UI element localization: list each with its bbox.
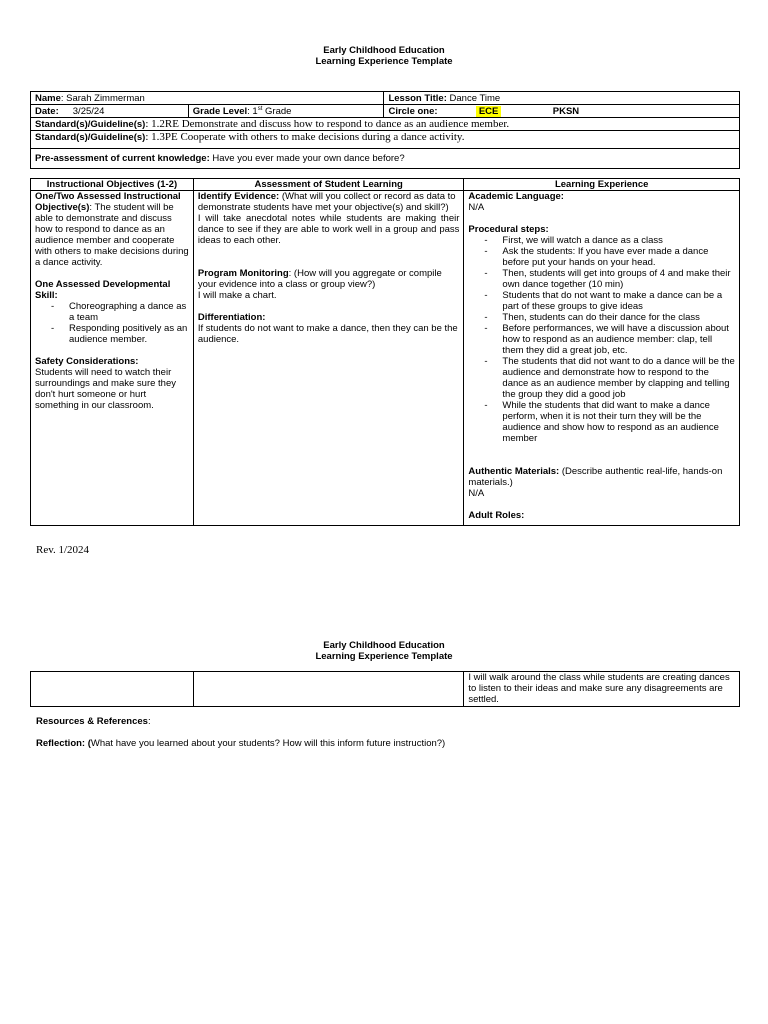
list-item: - Before performances, we will have a discussion about how to respond as an audience member: clap, tell them they did a great job, etc. (468, 323, 735, 356)
standard-2-label: Standard(s)/Guideline(s) (35, 132, 146, 143)
document-title-page-2 (0, 640, 768, 662)
lesson-body-table (30, 178, 740, 526)
developmental-skill-list (35, 301, 189, 345)
standard-2-cell (31, 131, 740, 149)
adult-roles-label: Adult Roles: (468, 510, 525, 521)
grade-level-value-2: Grade (262, 106, 292, 117)
procedural-steps-label: Procedural steps: (468, 224, 549, 235)
objectives-column-header: Instructional Objectives (1-2) (31, 179, 194, 191)
program-monitoring-question: : (How will you aggregate or compile your evidence into a class or group view?) (197, 268, 442, 290)
program-monitoring-label: Program Monitoring (197, 268, 289, 279)
authentic-materials-label: Authentic Materials: (468, 466, 560, 477)
reflection (36, 738, 445, 749)
list-item: - The students that did not want to do a dance will be the audience and demonstrate how to respond to the dance as an audience member by clapping and telling the group they did a good job (468, 356, 735, 400)
identify-evidence-label: Identify Evidence: (197, 191, 280, 202)
standard-2-value: : 1.3PE Cooperate with others to make decisions during a dance activity. (145, 131, 465, 143)
identify-evidence-answer: I will take anecdotal notes while students are making their dance to see if they are able to work well in a group and pass ideas to each other. (197, 213, 460, 246)
assessment-column-header: Assessment of Student Learning (193, 179, 464, 191)
circle-one-label: Circle one: (384, 105, 472, 118)
list-item: - While the students that did want to make a dance perform, when it is not their turn they will be the audience and show how to respond as an audience member (468, 400, 735, 444)
continuation-assessment-cell (193, 672, 464, 707)
objectives-label: One/Two Assessed Instructional Objective(s) (35, 191, 181, 213)
experience-cell (464, 191, 740, 526)
standard-1-value: : 1.2RE Demonstrate and discuss how to respond to dance as an audience member. (145, 118, 510, 130)
objectives-text: : The student will be able to demonstrate and discuss how to respond to dance as an audience member and cooperate with others to make decisions during a dance activity. (35, 202, 189, 268)
reflection-label: Reflection: ( (36, 738, 91, 749)
resources-colon: : (147, 716, 151, 727)
authentic-materials-question: (Describe authentic real-life, hands-on materials.) (468, 466, 723, 488)
list-item: - Students that do not want to make a dance can be a part of these groups to give ideas (468, 290, 735, 312)
lesson-title-label: Lesson Title: (388, 93, 447, 104)
title-line-2: Learning Experience Template (315, 56, 453, 67)
adult-roles-text: I will walk around the class while students are creating dances to listen to their ideas and make sure any disagreements are settled. (464, 672, 740, 707)
safety-label: Safety Considerations: (35, 356, 139, 367)
identify-evidence-paragraph (198, 191, 460, 213)
academic-language-value: N/A (468, 202, 485, 213)
continuation-objectives-cell (31, 672, 194, 707)
program-monitoring-answer: I will make a chart. (197, 290, 277, 301)
lesson-title-value: Dance Time (446, 93, 501, 104)
identify-evidence-question: (What will you collect or record as data to demonstrate students have met your objective(s) and skill?) (197, 191, 456, 213)
list-item: - Then, students can do their dance for the class (468, 312, 735, 323)
developmental-skill-label: One Assessed Developmental Skill: (35, 279, 171, 301)
objectives-cell (31, 191, 194, 526)
academic-language-label: Academic Language: (468, 191, 564, 202)
list-item: - Responding positively as an audience member. (35, 323, 189, 345)
lesson-title-cell (384, 92, 740, 105)
authentic-materials-value: N/A (468, 488, 485, 499)
grade-level-label: Grade Level (192, 106, 248, 117)
pre-assessment-cell (31, 149, 740, 169)
safety-text: Students will need to watch their surroundings and make sure they don't hurt someone or hurt something in our classroom. (35, 367, 176, 411)
resources-references (36, 716, 151, 727)
continuation-table (30, 671, 740, 707)
circle-pksn-option: PKSN (552, 105, 740, 118)
lesson-header-table (30, 91, 740, 169)
list-item: - Then, students will get into groups of 4 and make their own dance together (10 min) (468, 268, 735, 290)
list-item: - First, we will watch a dance as a class (468, 235, 735, 246)
pre-assessment-label: Pre-assessment of current knowledge: (35, 153, 210, 164)
standard-1-label: Standard(s)/Guideline(s) (35, 119, 146, 130)
title-line-1: Early Childhood Education (323, 45, 445, 56)
grade-level-cell (188, 105, 384, 118)
differentiation-text: If students do not want to make a dance, then they can be the audience. (197, 323, 458, 345)
name-value: : Sarah Zimmerman (60, 93, 145, 104)
name-cell (31, 92, 384, 105)
circle-ece-cell (472, 105, 552, 118)
standard-1-cell (31, 118, 740, 131)
program-monitoring-paragraph (198, 268, 460, 290)
procedural-steps-list (468, 235, 735, 444)
resources-label: Resources & References (36, 716, 148, 727)
date-cell: Date: 3/25/24 (31, 105, 189, 118)
list-item: - Choreographing a dance as a team (35, 301, 189, 323)
pre-assessment-value: Have you ever made your own dance before? (209, 153, 405, 164)
date-label: Date (35, 106, 56, 117)
grade-level-sup: st (257, 105, 263, 112)
differentiation-label: Differentiation: (197, 312, 266, 323)
assessment-cell (193, 191, 464, 526)
reflection-question: What have you learned about your students? How will this inform future instruction?) (90, 738, 446, 749)
circle-ece-option: ECE (476, 106, 502, 117)
list-item: - Ask the students: If you have ever made a dance before put your hands on your head. (468, 246, 735, 268)
name-label: Name (35, 93, 61, 104)
title-line-1: Early Childhood Education (323, 640, 445, 651)
objectives-paragraph (35, 191, 189, 268)
revision-note: Rev. 1/2024 (36, 544, 90, 556)
title-line-2: Learning Experience Template (315, 651, 453, 662)
experience-column-header: Learning Experience (464, 179, 740, 191)
authentic-materials-paragraph (468, 466, 735, 488)
date-value: 3/25/24 (72, 106, 105, 117)
grade-level-value: : 1 (247, 106, 258, 117)
document-title (0, 45, 768, 67)
